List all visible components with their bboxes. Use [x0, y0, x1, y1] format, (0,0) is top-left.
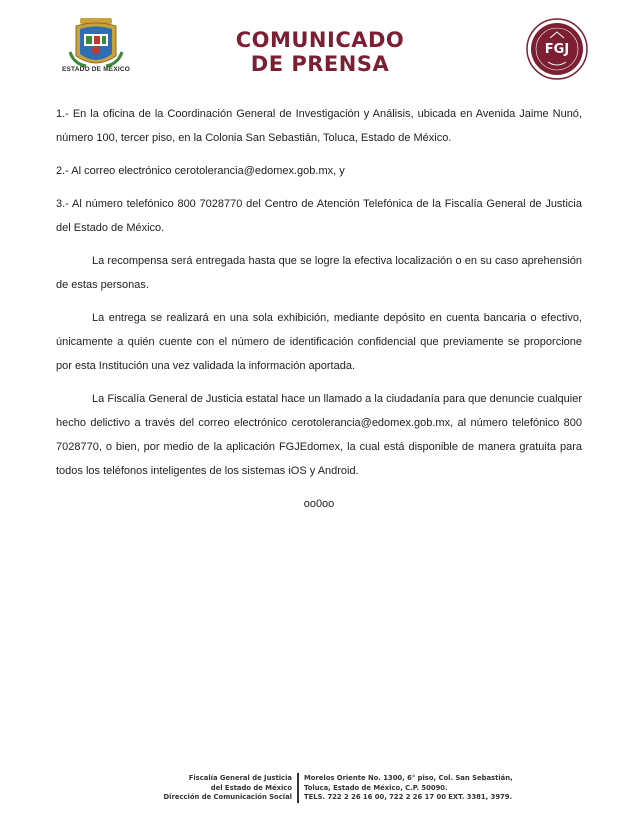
footer-left-line-1: Fiscalía General de Justicia [188, 774, 292, 782]
paragraph-1: 1.- En la oficina de la Coordinación General de Investigación y Análisis, ubicada en Avenida Jaime Nunó, número 100, tercer piso, en la Colonia San Sebastián, Toluca, Estado de México. [56, 108, 582, 144]
paragraph-6: La Fiscalía General de Justicia estatal hace un llamado a la ciudadanía para que denuncie cualquier hecho delictivo a través del correo electrónico cerotolerancia@edomex.gob.mx, al número telefónico 800 7028770, o bien, por medio de la aplicación FGJEdomex, la cual está disponible de manera gratuita para todos los teléfonos inteligentes de los sistemas iOS y Android. [56, 393, 582, 477]
footer-left-line-2: del Estado de México [210, 783, 292, 792]
paragraph-4: La recompensa será entregada hasta que se logre la efectiva localización o en su caso aprehensión de estas personas. [56, 255, 582, 291]
footer-divider [297, 773, 299, 803]
estado-de-mexico-label: ESTADO DE MÉXICO [61, 66, 131, 73]
paragraph-3: 3.- Al número telefónico 800 7028770 del Centro de Atención Telefónica de la Fiscalía General de Justicia del Estado de México. [56, 198, 582, 234]
page-header [0, 0, 638, 90]
footer-left-line-3: Dirección de Comunicación Social [163, 793, 292, 801]
page-footer [0, 768, 638, 808]
page-title [210, 28, 430, 76]
press-release-body [56, 102, 582, 525]
closing-mark: oo0oo [303, 498, 335, 510]
title-line-2: DE PRENSA [250, 52, 390, 76]
paragraph-5: La entrega se realizará en una sola exhibición, mediante depósito en cuenta bancaria o efectivo, únicamente a quién cuente con el número de identificación confidencial que previamente se proporcione por esta Institución una vez validada la información aportada. [56, 312, 582, 372]
footer-right-line-1: Morelos Oriente No. 1300, 6° piso, Col. San Sebastián, [304, 774, 513, 782]
footer-address [304, 774, 513, 803]
title-line-1: COMUNICADO [235, 28, 405, 52]
paragraph-2: 2.- Al correo electrónico cerotolerancia@edomex.gob.mx, y [56, 165, 345, 177]
fgj-seal-logo [526, 18, 588, 80]
fgj-seal-text: FGJ [544, 42, 570, 57]
footer-right-line-3: TELS. 722 2 26 16 00, 722 2 26 17 00 EXT. 3381, 3979. [304, 793, 513, 801]
footer-right-line-2: Toluca, Estado de México, C.P. 50090. [304, 783, 448, 792]
footer-institution [164, 774, 292, 803]
